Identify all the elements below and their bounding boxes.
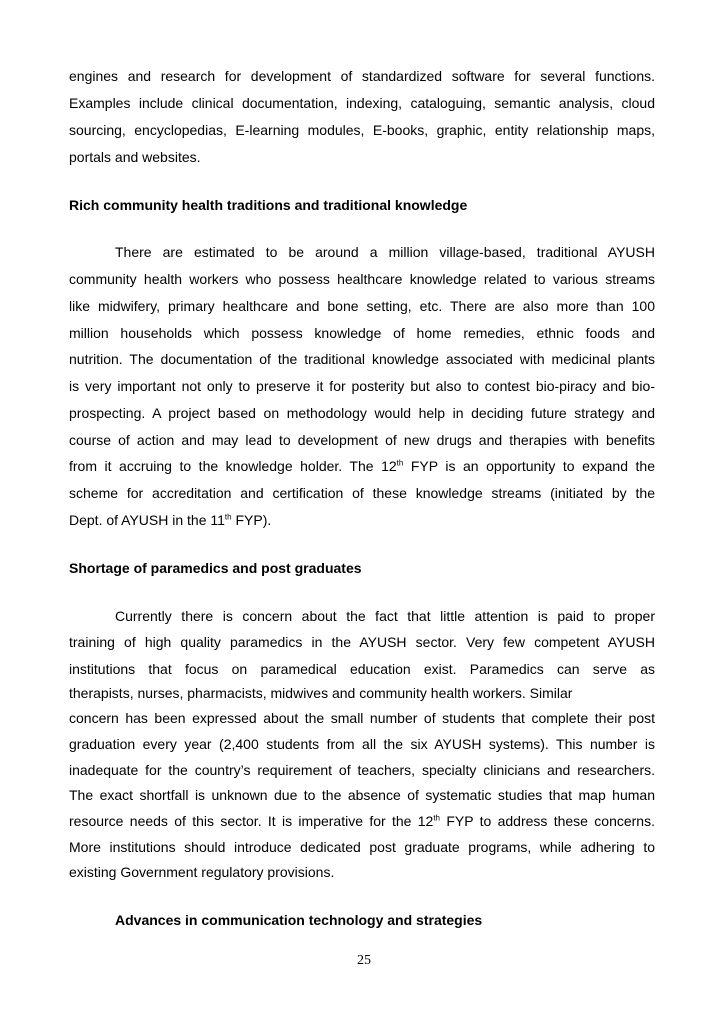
section2-line-9-superscript: th: [433, 813, 440, 823]
section2-line-10: More institutions should introduce dedicated post graduate programs, while adhering to: [69, 839, 655, 855]
section1-line-11-part-b: FYP).: [231, 512, 272, 528]
section1-line-11-part-a: Dept. of AYUSH in the 11: [69, 512, 225, 528]
section1-line-2: community health workers who possess healthcare knowledge related to various streams: [69, 271, 655, 287]
section1-line-7: prospecting. A project based on methodology would help in deciding future strategy and: [69, 405, 655, 421]
section2-line-8: The exact shortfall is unknown due to the absence of systematic studies that map human: [69, 787, 655, 803]
section1-line-1: There are estimated to be around a million village-based, traditional AYUSH: [115, 244, 655, 260]
page-number: 25: [357, 953, 371, 968]
section1-line-11: [69, 512, 655, 529]
section2-line-7: inadequate for the country’s requirement of teachers, specialty clinicians and researchers.: [69, 762, 655, 778]
intro-line-4: portals and websites.: [69, 149, 201, 165]
section1-line-10: scheme for accreditation and certification of these knowledge streams (initiated by the: [69, 485, 655, 501]
section2-line-9: [69, 813, 655, 830]
intro-line-1: engines and research for development of standardized software for several functions.: [69, 68, 655, 84]
section1-line-8: course of action and may lead to development of new drugs and therapies with benefits: [69, 432, 655, 448]
section1-line-9-part-a: from it accruing to the knowledge holder. The 12: [69, 458, 397, 474]
section2-line-1: Currently there is concern about the fact that little attention is paid to proper: [115, 608, 655, 624]
section2-line-11: existing Government regulatory provisions.: [69, 864, 335, 880]
section2-line-9-part-a: resource needs of this sector. It is imperative for the 12: [69, 813, 434, 829]
section1-line-3: like midwifery, primary healthcare and bone setting, etc. There are also more than 100: [69, 298, 655, 314]
section1-line-9: [69, 458, 655, 475]
section-heading-paramedics: Shortage of paramedics and post graduates: [69, 560, 362, 576]
section1-line-6: is very important not only to preserve it for posterity but also to contest bio-piracy and bio-: [69, 378, 655, 394]
section2-line-5: concern has been expressed about the small number of students that complete their post: [69, 710, 655, 726]
section1-line-9-superscript: th: [396, 458, 404, 468]
section1-line-9-part-b: FYP is an opportunity to expand the: [403, 458, 655, 474]
intro-line-3: sourcing, encyclopedias, E-learning modules, E-books, graphic, entity relationship maps,: [69, 122, 655, 138]
section-heading-traditional-knowledge: Rich community health traditions and traditional knowledge: [69, 197, 468, 213]
section2-line-9-part-b: FYP to address these concerns.: [440, 813, 655, 829]
section-heading-communication: Advances in communication technology and strategies: [115, 912, 483, 928]
intro-line-2: Examples include clinical documentation, indexing, cataloguing, semantic analysis, cloud: [69, 95, 655, 111]
section2-line-4: therapists, nurses, pharmacists, midwives and community health workers. Similar: [69, 685, 573, 701]
section2-line-6: graduation every year (2,400 students from all the six AYUSH systems). This number is: [69, 736, 655, 752]
section1-line-4: million households which possess knowledge of home remedies, ethnic foods and: [69, 325, 655, 341]
section2-line-3: institutions that focus on paramedical education exist. Paramedics can serve as: [69, 661, 655, 677]
section1-line-5: nutrition. The documentation of the traditional knowledge associated with medicinal plants: [69, 351, 655, 367]
section1-line-11-superscript: th: [224, 512, 232, 522]
section2-line-2: training of high quality paramedics in the AYUSH sector. Very few competent AYUSH: [69, 634, 655, 650]
